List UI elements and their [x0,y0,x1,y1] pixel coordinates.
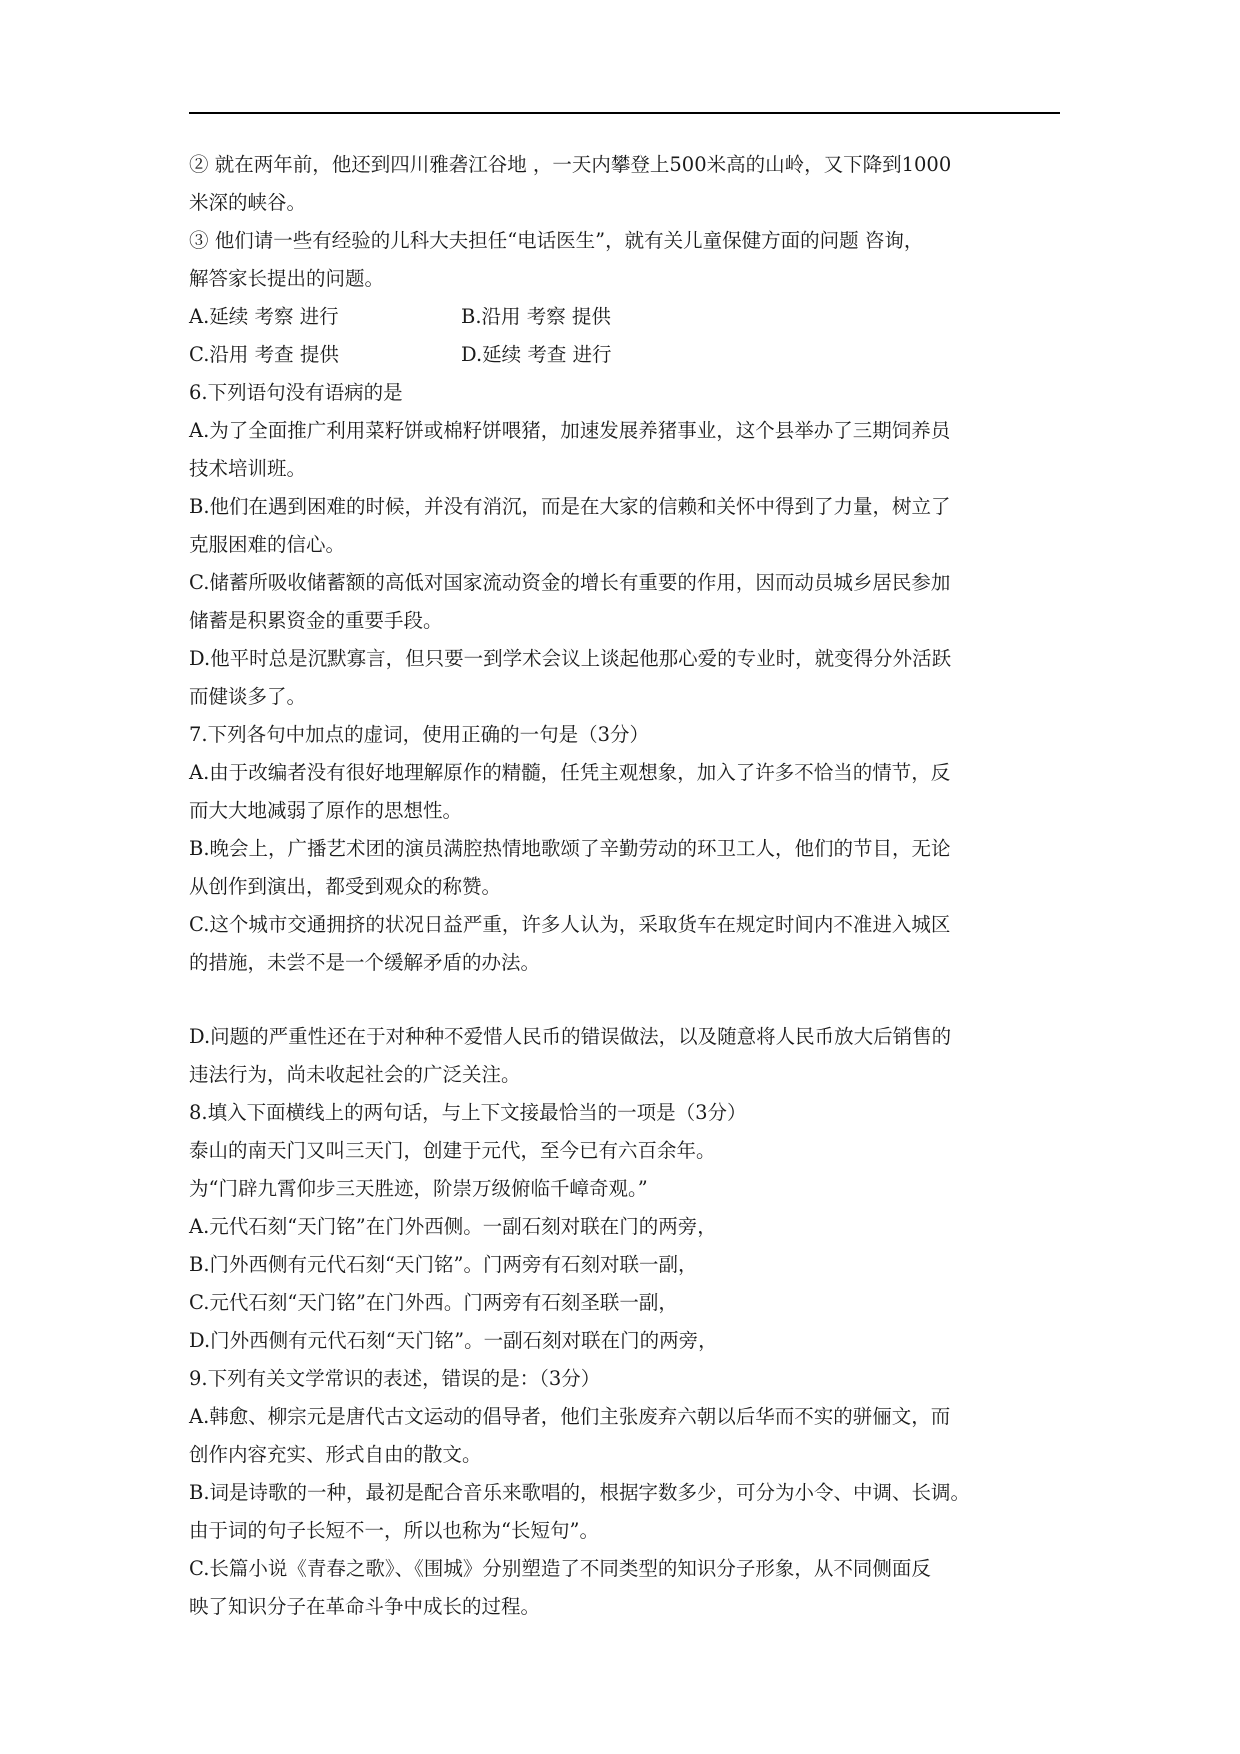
text-line: B.他们在遇到困难的时候，并没有消沉，而是在大家的信赖和关怀中得到了力量，树立了 [189,495,951,518]
text-line: ② 就在两年前，他还到四川雅砻江谷地 ，一天内攀登上500米高的山岭，又下降到1000 [189,153,952,176]
question-5-continued [189,146,1069,298]
text-line: A.元代石刻“天门铭”在门外西侧。一副石刻对联在门的两旁， [189,1215,717,1238]
answer-option: B.沿用 考察 提供 [461,305,611,328]
text-line: 克服困难的信心。 [189,533,346,556]
text-line: D.他平时总是沉默寡言，但只要一到学术会议上谈起他那心爱的专业时，就变得分外活跃 [189,647,952,670]
text-line: 为“门辟九霄仰步三天胜迹，阶崇万级俯临千嶂奇观。” [189,1177,648,1200]
text-line: 米深的峡谷。 [189,191,307,214]
text-line: 技术培训班。 [189,457,307,480]
text-line: B.门外西侧有元代石刻“天门铭”。门两旁有石刻对联一副， [189,1253,698,1276]
text-line: C.储蓄所吸收储蓄额的高低对国家流动资金的增长有重要的作用，因而动员城乡居民参加 [189,571,951,594]
text-line: B.晚会上，广播艺术团的演员满腔热情地歌颂了辛勤劳动的环卫工人，他们的节目，无论 [189,837,951,860]
text-line: 而健谈多了。 [189,685,307,708]
text-line: 6.下列语句没有语病的是 [189,381,403,404]
text-line: 7.下列各句中加点的虚词，使用正确的一句是（3分） [189,723,650,746]
text-line: 而大大地减弱了原作的思想性。 [189,799,463,822]
text-line: 的措施，未尝不是一个缓解矛盾的办法。 [189,951,541,974]
text-line: D.门外西侧有元代石刻“天门铭”。一副石刻对联在门的两旁， [189,1329,718,1352]
paragraph-gap [189,982,1069,1018]
questions-6-7 [189,374,1069,982]
text-line: A.为了全面推广利用菜籽饼或棉籽饼喂猪，加速发展养猪事业，这个县举办了三期饲养员 [189,419,951,442]
text-line: A.由于改编者没有很好地理解原作的精髓，任凭主观想象，加入了许多不恰当的情节，反 [189,761,951,784]
text-line: ③ 他们请一些有经验的儿科大夫担任“电话医生”，就有关儿童保健方面的问题 咨询， [189,229,924,252]
answer-option: A.延续 考察 进行 [189,305,339,328]
option-row [189,336,1069,374]
text-line: 映了知识分子在革命斗争中成长的过程。 [189,1595,541,1618]
text-line: B.词是诗歌的一种，最初是配合音乐来歌唱的，根据字数多少，可分为小令、中调、长调。 [189,1481,971,1504]
text-line: 泰山的南天门又叫三天门，创建于元代，至今已有六百余年。 [189,1139,716,1162]
text-line: C.元代石刻“天门铭”在门外西。门两旁有石刻圣联一副， [189,1291,678,1314]
option-row [189,298,1069,336]
answer-option: D.延续 考查 进行 [461,343,612,366]
document-body [189,146,1069,1626]
header-rule [189,112,1060,114]
text-line: 从创作到演出，都受到观众的称赞。 [189,875,502,898]
text-line: C.长篇小说《青春之歌》、《围城》分别塑造了不同类型的知识分子形象，从不同侧面反 [189,1557,931,1580]
questions-7-9 [189,1018,1069,1626]
text-line: 储蓄是积累资金的重要手段。 [189,609,443,632]
question-5-options [189,298,1069,374]
text-line: 由于词的句子长短不一，所以也称为“长短句”。 [189,1519,599,1542]
text-line: 违法行为，尚未收起社会的广泛关注。 [189,1063,521,1086]
text-line: A.韩愈、柳宗元是唐代古文运动的倡导者，他们主张废弃六朝以后华而不实的骈俪文，而 [189,1405,951,1428]
text-line: 解答家长提出的问题。 [189,267,385,290]
text-line: 9.下列有关文学常识的表述，错误的是：（3分） [189,1367,601,1390]
text-line: C.这个城市交通拥挤的状况日益严重，许多人认为，采取货车在规定时间内不准进入城区 [189,913,951,936]
text-line: 8.填入下面横线上的两句话，与上下文接最恰当的一项是（3分） [189,1101,747,1124]
text-line: D.问题的严重性还在于对种种不爱惜人民币的错误做法，以及随意将人民币放大后销售的 [189,1025,952,1048]
text-line: 创作内容充实、形式自由的散文。 [189,1443,482,1466]
answer-option: C.沿用 考查 提供 [189,343,339,366]
